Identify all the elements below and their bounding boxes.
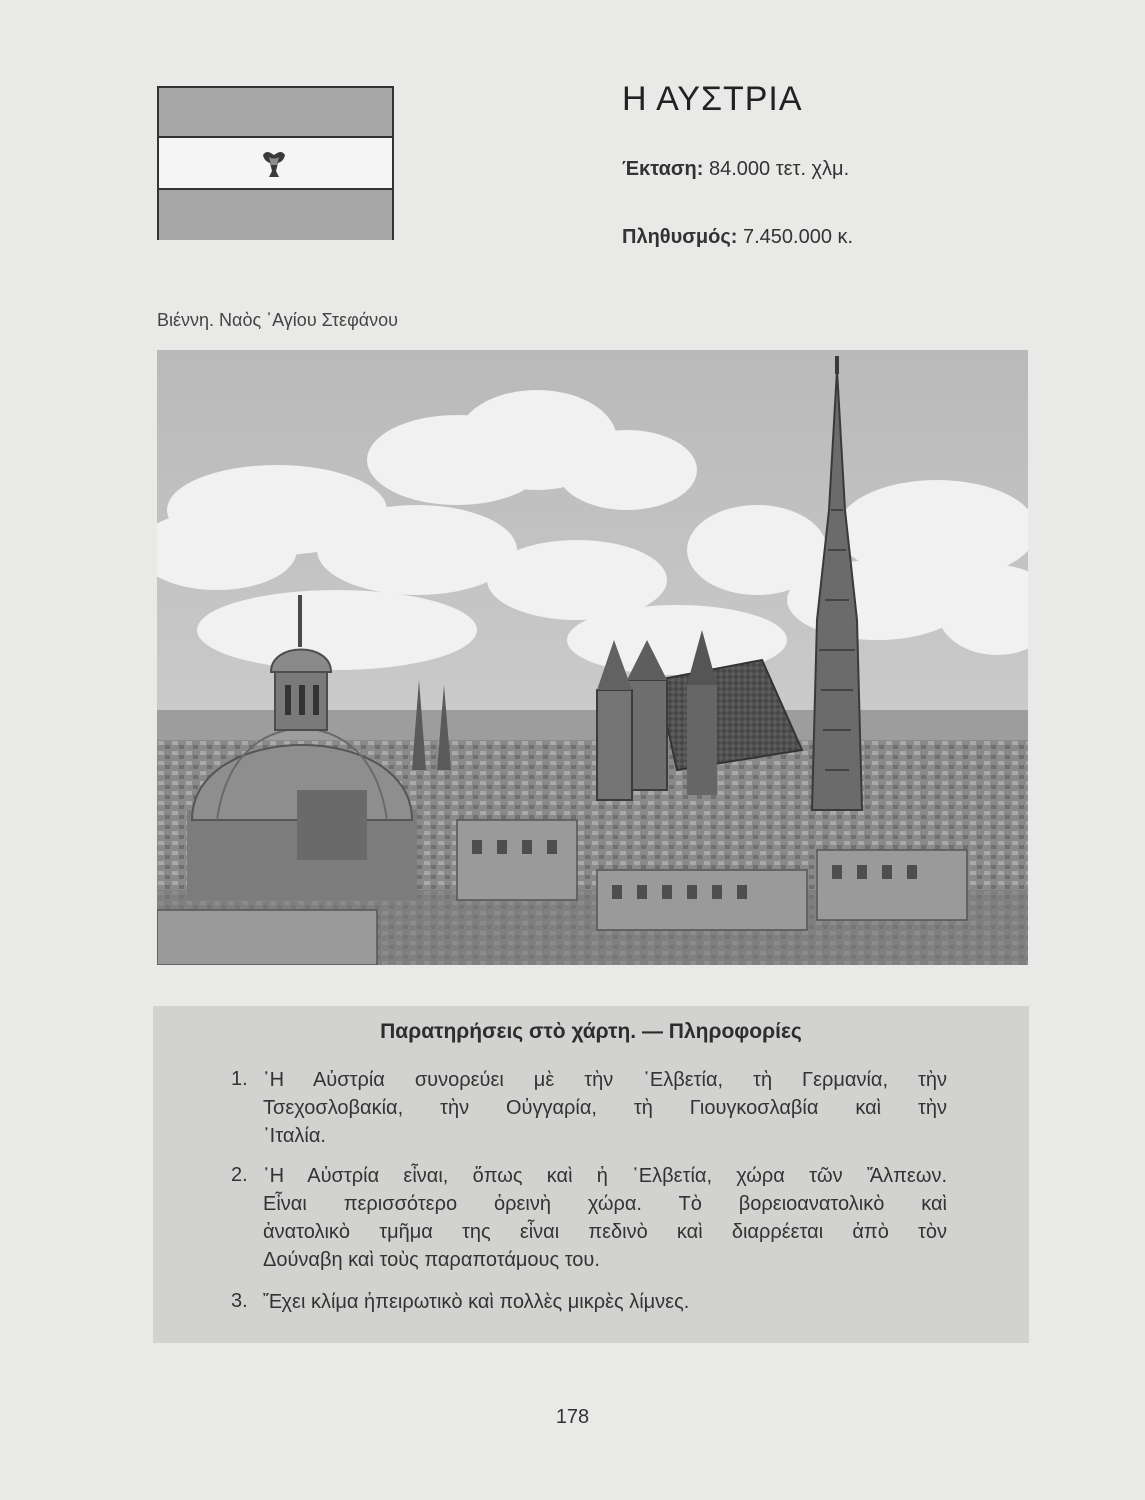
note-line: ῾Η Αὐστρία συνορεύει μὲ τὴν ῾Ελβετία, τὴ Γερμανία, τὴν [263, 1069, 947, 1091]
flag-bottom-stripe [159, 188, 392, 240]
photo-caption: Βιέννη. Ναὸς ῾Αγίου Στεφάνου [157, 310, 398, 330]
note-line: ῾Η Αὐστρία εἶναι, ὅπως καὶ ἡ ῾Ελβετία, χώρα τῶν Ἄλπεων. [263, 1165, 947, 1187]
observations-title: Παρατηρήσεις στὸ χάρτη. — Πληροφορίες [380, 1020, 802, 1043]
note-line: Δούναβη καὶ τοὺς παραποτάμους του. [263, 1249, 600, 1271]
flag-top-stripe [159, 88, 392, 138]
note-line: Τσεχοσλοβακία, τὴν Οὐγγαρία, τὴ Γιουγκοσλαβία καὶ τὴν [263, 1097, 947, 1119]
note-line: Εἶναι περισσότερο ὀρεινὴ χώρα. Τὸ βορειοανατολικὸ καὶ [263, 1193, 947, 1215]
vienna-cathedral-photo [157, 350, 1028, 965]
observations-box [153, 1006, 1029, 1343]
area-fact [622, 158, 849, 181]
area-value: 84.000 τετ. χλμ. [709, 158, 850, 180]
note-line: Ἔχει κλίμα ἠπειρωτικὸ καὶ πολλὲς μικρὲς λίμνες. [263, 1291, 690, 1313]
page-number: 178 [555, 1406, 590, 1428]
note-number: 3. [231, 1290, 248, 1312]
note-number: 1. [231, 1068, 248, 1090]
austria-flag [157, 86, 394, 240]
eagle-emblem-icon [257, 146, 291, 180]
country-title: Η ΑΥΣΤΡΙΑ [622, 80, 803, 118]
population-fact [622, 226, 853, 249]
note-line: ἀνατολικὸ τμῆμα της εἶναι πεδινὸ καὶ διαρρέεται ἀπὸ τὸν [263, 1221, 947, 1243]
note-number: 2. [231, 1164, 248, 1186]
population-label: Πληθυσμός: [622, 226, 738, 248]
population-value: 7.450.000 κ. [743, 226, 854, 248]
vienna-skyline-illustration [157, 350, 1028, 965]
note-line: ᾿Ιταλία. [263, 1125, 326, 1147]
area-label: Έκταση: [622, 158, 704, 180]
